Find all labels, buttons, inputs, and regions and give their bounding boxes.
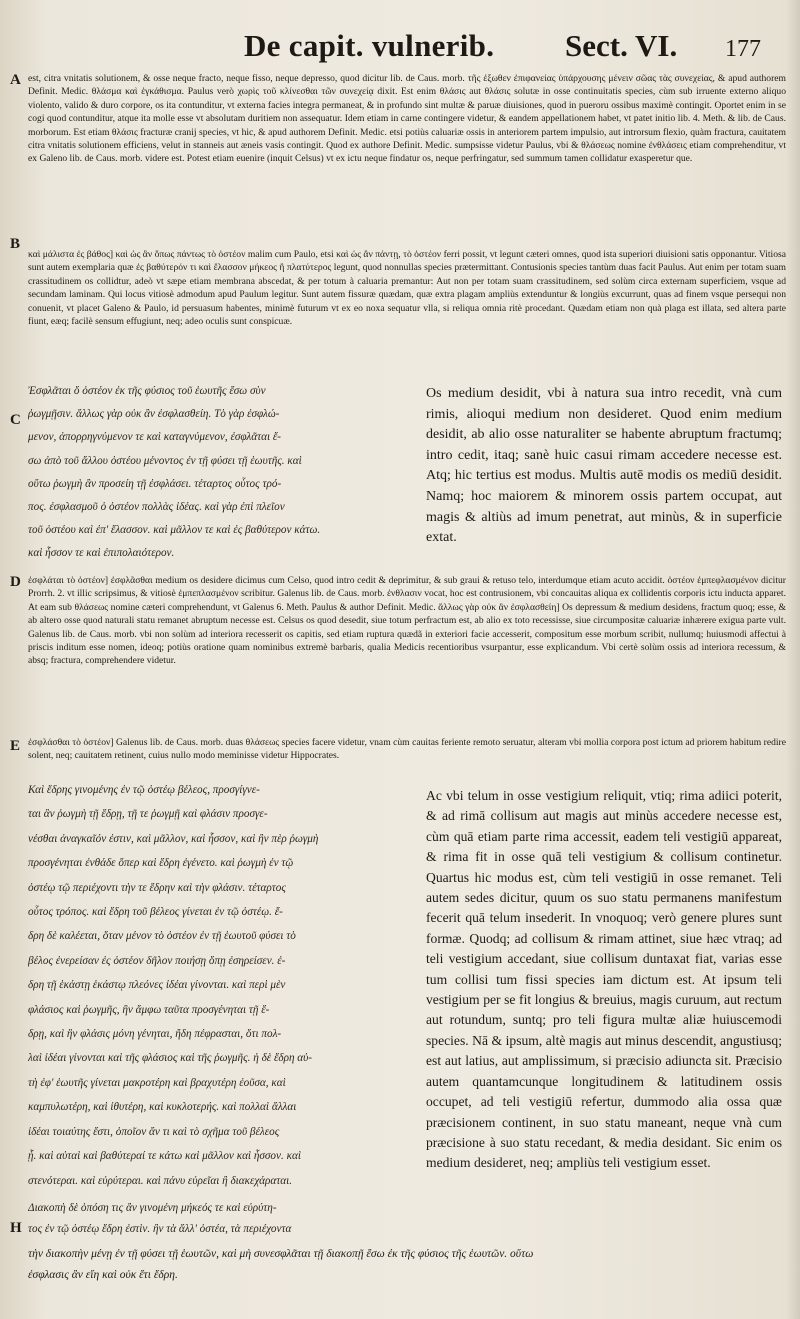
greek-line: πος. ἐσφλασμοῦ ὁ ὀστέον πολλὰς ἰδέας. καὶ γὰρ ἐπὶ πλεῖον [28, 501, 285, 514]
commentary-b: καὶ μάλιστα ἐς βάθος] καὶ ὡς ἂν ὅπως πάντως τὸ ὀστέον malim cum Paulo, etsi καὶ ὡς ἂν πάντῃ, τὸ ὀστέον ferri possit, vt legunt cæteri omnes, quod ista superiori diuisioni satis opponantur. Vitiosa sunt autem exemplaria quæ ἐς βαθύτερόν τι καὶ ἔλασσον μήκεος ἢ πλατύτερος legunt, quod nonnullas species prætermittant. Contusionis species tantùm duas facit Paulus. Aut enim per totam suam crassitudinem os collidtur, adeò vt sæpe etiam membrana abscedat, & per totum à caluaria premantur: Aut non per totam suam crassitudinem, sed solùm circa externam superficiem, vsque ad secundam laminam. Qui locus vitiosè admodum apud Paulum legitur. Sunt autem fissuræ quædam, quæ extra plagam ampliùs extenduntur & longiùs excurrunt, quas ad finem vsque persequi non conuenit, vt placet Galeno & Paulo, id persuasum habentes, minimè futurum vt ex eo noxa sequatur vlla, si reliqua omnia ritè procedant. Quædam etiam non quà plaga est illata, sed altera parte fiunt, eæq; facilè sensum effugiunt, neq; adeo oculis sunt conspicuæ. [28, 249, 786, 328]
page-number: 177 [725, 36, 761, 62]
greek-line: δρη τῇ ἑκάστῃ ἑκάστῳ πλεόνες ἰδέαι γίνονται. καὶ περὶ μὲν [28, 979, 286, 992]
margin-letter-b: B [10, 236, 21, 252]
greek-line: ἐσφλασις ἂν εἴη καὶ οὐκ ἔτι ἕδρη. [28, 1269, 178, 1281]
margin-letter-e: E [10, 738, 21, 754]
greek-line: φλάσιος καὶ ῥωγμῆς, ἣν ἄμφω ταῦτα προσγένηται τῇ ἕ- [28, 1003, 270, 1016]
greek-line: προσγένηται ἐνθάδε ὅπερ καὶ ἕδρη ἐγένετο. καὶ ῥωγμὴ ἐν τῷ [28, 857, 294, 870]
greek-line: μενον, ἀπορρηγνύμενον τε καὶ καταγνύμενον, ἐσφλᾶται ἔ- [28, 431, 281, 444]
greek-line: ῥωγμῇσιν. ἄλλως γὰρ οὐκ ἂν ἐσφλασθείη. Τὸ γὰρ ἐσφλώ- [28, 408, 280, 421]
margin-letter-c: C [10, 412, 21, 428]
page-header [0, 28, 800, 74]
latin-translation-g: Ac vbi telum in osse vestigium reliquit, vtiq; rima adiici poterit, & ad rimā collisum aut magis aut minùs accedere necesse est, cùm quā etiam parte rima accessit, eadem teli vestigiū appareat, & rima fit in osse quā teli vestigium & collisum continetur. Quartus hic modus est, cùm teli vestigiū in osse remanet. Teli autem sedes dicitur, quum os suo statu permanens manifestum fecerit quā telum insederit. In vnoquoq; verò genere plures sunt formæ. Quodq; ad collisum & rimam attinet, siue hæc vtraq; ad teli vestigium accedant, siue collisum duntaxat fiat, varias esse tum collisi tum fissi species iam dictum est. At ipsum teli vestigium per se fit longius & breuius, magis curuum, aut rectum aut rotundum, suntq; pro teli figura multæ aliæ huiuscemodi species. Nā & ipsum, altè magis aut minus descendit, angustiusq; est aut latius, aut amplissimum, si præcisio adiuncta sit. Præcisio autem quantamcunque longitudinem & latitudinem ossis occupet, ad teli vestigiū refertur, dummodo alia ossa quæ præcisionem continent, in suo statu maneant, neque vnà cum præcisione à suo statu recedant, & media desidant. Sic enim os medium desideret, neq; ampliùs teli vestigium esset. [426, 788, 782, 1171]
margin-letter-h: H [10, 1220, 22, 1236]
commentary-a: est, citra vnitatis solutionem, & osse neque fracto, neque fisso, neque depresso, quod dicitur lib. de Caus. morb. τῆς ἐξωθεν ἐπιφανείας ὑπάρχουσης μένειν σῶας τὰς συνεχείας, & apud authorem Definit. Medic. θλάσμα καὶ ἐγκάθισμα. Paulus verò χωρὶς τοῦ κλίνεσθαι τῶν συνεχείᾳ dixit. Est enim θλάσις aut θλάσις solutæ in osse continuitatis species, cùm sub irruente externo aliquo violento, valido & duro corpore, os ita contunditur, vt externa facies integra permaneat, & in profundo sint multæ & paruæ diuisiones, quod in pueroru ossibus maximè contingit. Oportet enim in se cogi quod contunditur, atque ita molle esse vt absolutam duritiem non assequatur. Idem etiam in carne contingere videtur, & eandem appellationem habet, vt patet initio lib. 4. Meth. & lib. de Caus. morborum. Est etiam θλάσις fracturæ cranij species, vt hic, & apud authorem Definit. Medic. etsi potiùs caluariæ ossis in anteriorem partem impulsio, aut introrsum flexio, quàm fractura, cauitatem citra vnitatis solutionem efficiens, velut in stanneis aut æneis vasis contingit. Quod ex authore Definit. Medic. sumpsisse videtur Paulus, vbi & θλάσεως nomine ἐνθλάσεις etiam comprehenditur, vt ex Galeno lib. de Caus. morb. videre est. Potest etiam euenire (inquit Celsus) vt ex ictu neque findatur os, neque perfringatur, sed summum tamen collidatur exasperetur que. [28, 73, 786, 165]
greek-text-h-bottom [28, 1244, 786, 1290]
greek-line: Καὶ ἕδρης γινομένης ἐν τῷ ὀστέῳ βέλεος, προσγίγνε- [28, 784, 260, 796]
commentary-e: ἐσφλάσθαι τὸ ὀστέον] Galenus lib. de Caus. morb. duas θλάσεως species facere videtur, vnam cùm cauitas feriente remoto seruatur, alteram vbi mollia corpora post ictum ad priorem habitum redire solent, neq; cauitatem retinent, cuius nullo modo meminisse videtur Hippocrates. [28, 737, 786, 762]
greek-line: ὀστέῳ τῷ περιέχοντι τὴν τε ἕδρην καὶ τὴν φλάσιν. τέταρτος [28, 881, 286, 894]
greek-line: καὶ ἧσσον τε καὶ ἐπιπολαιότερον. [28, 547, 175, 560]
greek-line: στενότεραι. καὶ εὐρύτεραι. καὶ πάνυ εὐρεῖαι ἢ διακεχάραται. [28, 1174, 293, 1187]
margin-letter-a: A [10, 72, 21, 88]
greek-line: βέλος ἐνερείσαν ἐς ὀστέον δῆλον ποιήσῃ ὅπῃ ἐσηρείσεν. ἐ- [28, 954, 286, 967]
greek-line: δρῃ, καὶ ἣν φλάσις μόνη γένηται, ἤδη πέφρασται, ὅτι πολ- [28, 1028, 282, 1041]
commentary-d: ἐσφλάται τὸ ὀστέον] ἐσφλᾶσθαι medium os desidere dicimus cum Celso, quod intro cedit & deprimitur, & sub graui & retuso telo, interdumque etiam acuto accidit. ὀστέον ἐμπεφλασμένον dicitur Prorrh. 2. vt illic scripsimus, & vitiosè ἐμπεπλασμένον scribitur. Galenus lib. de Caus. morb. ἐνθλασιν vocat, hoc est contrusionem, vbi concauitas aliqua ex collidentis corporis ictu inducta apparet. At eam sub θλάσεως nomine cæteri comprehendunt, vt Galenus 6. Meth. Paulus & author Definit. Medic. ἄλλως γὰρ οὐκ ἂν ἐσφλασθείη] Os depressum & medium desidens, fractum quoq; esse, & ab altero osse quod naturali statu remanet abruptum necesse est. Celsus os quod desedit, siue totum perfractum est, ab alio ex toto recessisse, siue circumpositæ caluariæ inhærere exigua parte vult. Galenus lib. de Caus. morb. vbi non solùm ad interiora recesserit os capitis, sed etiam ruptura quædã in exteriori facie accesserit, compositum esse morbum scribit, nullumq; huiusmodi affectui à priscis inditum esse nomen, ideoq; potiùs oratione quam nominibus extremè barbaris, qualia Medicis recentioribus vsurpantur, esse explicandum. Vbi certè solùm ossis ad interiora recessum, & absq; fractura, comprehendere videtur. [28, 575, 786, 667]
greek-line: Ἐσφλᾶται ὅ ὀστέον ἐκ τῆς φύσιος τοῦ ἑωυτῆς ἔσω σὺν [28, 385, 266, 397]
greek-line: νέσθαι ἀναγκαῖόν ἐστιν, καὶ μᾶλλον, καὶ ἧσσον, καὶ ἢν πὲρ ῥωγμὴ [28, 832, 319, 845]
greek-text-h-left [28, 1198, 420, 1240]
latin-translation-c: Os medium desidit, vbi à natura sua intro recedit, vnà cum rimis, alioqui medium non desideret. Quod enim medium desidit, ab alio osse naturaliter se habente abruptum fractumq; intro cedit, itaq; sanè huic casui rimam accedere necesse est. Atq; hic tertius est modus. Multis autē modis os mediū desidit. Namq; hoc maiorem & minorem ossis partem occupat, aut magis & altiùs ad imum penetrat, aut minùs, & in superficie extat. [426, 386, 782, 546]
greek-line: λαὶ ἰδέαι γίνονται καὶ τῆς φλάσιος καὶ τῆς ῥωγμῆς. ἡ δὲ ἕδρη αὐ- [28, 1052, 313, 1065]
greek-line: ἰδέαι τοιαύτης ἔστι, ὁποῖον ἄν τι καὶ τὸ σχῆμα τοῦ βέλεος [28, 1125, 280, 1138]
greek-line: τοῦ ὀστέου καὶ ἐπ' ἔλασσον. καὶ μᾶλλον τε καὶ ἐς βαθύτερον κάτω. [28, 524, 321, 537]
greek-line: ᾖ. καὶ αὐταὶ καὶ βαθύτεραί τε κάτω καὶ μᾶλλον καὶ ἧσσον. καὶ [28, 1150, 301, 1163]
greek-text-c [28, 380, 416, 576]
greek-line: Διακοπὴ δὲ ὁπόση τις ἂν γινομένη μήκεός τε καὶ εὐρύτη- [28, 1202, 277, 1214]
greek-line: ται ἂν ῥωγμὴ τῇ ἕδρῃ, τῇ τε ῥωγμῇ καὶ φλάσιν προσγε- [28, 808, 268, 821]
greek-line: τος ἐν τῷ ὀστέῳ ἕδρη ἐστὶν. ἢν τὰ ἄλλ' ὀστέα, τὰ περιέχοντα [28, 1223, 292, 1235]
greek-line: οὕτω ῥωγμὴ ἂν προσείη τῇ ἐσφλάσει. τέταρτος οὗτος τρό- [28, 477, 282, 490]
greek-line: τὴν διακοπὴν μένῃ ἐν τῇ φύσει τῇ ἑωυτῶν, καὶ μὴ συνεσφλᾶται τῇ διακοπῇ ἔσω ἐκ τῆς φύσιος τῆς ἑωυτῶν. οὕτω [28, 1248, 534, 1260]
margin-letter-d: D [10, 574, 21, 590]
section-label: Sect. VI. [565, 28, 678, 63]
greek-line: τὴ ἐφ' ἑωυτῆς γίνεται μακροτέρη καὶ βραχυτέρη ἐοῦσα, καὶ [28, 1076, 286, 1089]
running-title: De capit. vulnerib. [244, 28, 495, 63]
greek-line: σω ἀπὸ τοῦ ἄλλου ὀστέου μένοντος ἐν τῇ φύσει τῇ ἑωυτῆς. καὶ [28, 454, 302, 467]
greek-line: καμπυλωτέρη, καὶ ἰθυτέρη, καὶ κυκλοτερής. καὶ πολλαὶ ἄλλαι [28, 1101, 297, 1114]
page-edge-shadow [786, 0, 800, 1319]
greek-line: οὗτος τρόπος. καὶ ἕδρη τοῦ βέλεος γίνεται ἐν τῷ ὀστέῳ. ἕ- [28, 906, 283, 919]
greek-text-g [28, 778, 420, 1194]
greek-line: δρη δὲ καλέεται, ὅταν μένον τὸ ὀστέον ἐν τῇ ἑωυτοῦ φύσει τὸ [28, 930, 296, 943]
